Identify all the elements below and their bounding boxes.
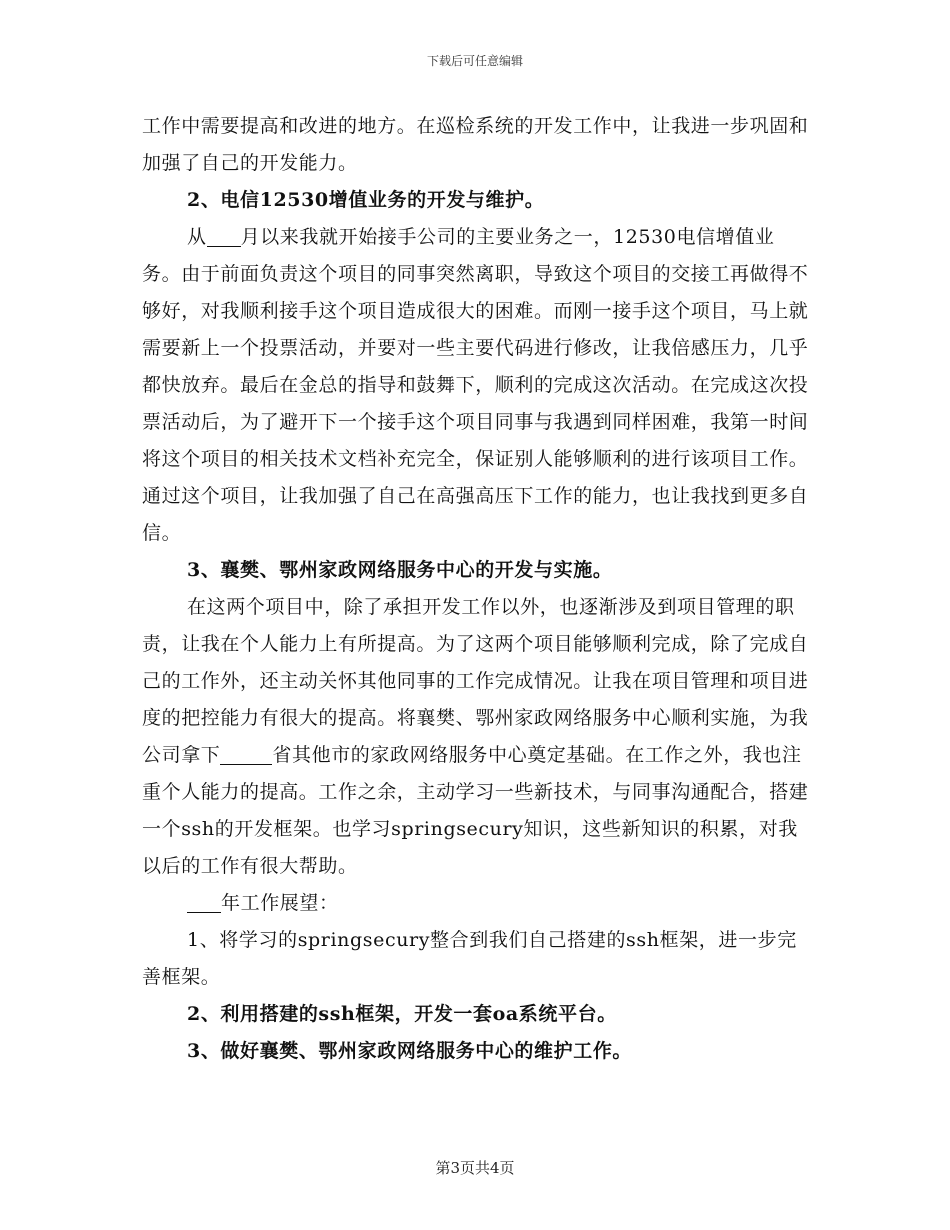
paragraph-continuation: 工作中需要提高和改进的地方。在巡检系统的开发工作中，让我进一步巩固和加强了自己的开发能力。: [142, 115, 809, 174]
outlook-item-3: 3、做好襄樊、鄂州家政网络服务中心的维护工作。: [187, 1040, 633, 1062]
blank-underline: [187, 890, 221, 913]
section-heading-3: 3、襄樊、鄂州家政网络服务中心的开发与实施。: [187, 559, 613, 581]
section-heading-2: 2、电信12530增值业务的开发与维护。: [187, 189, 545, 211]
page-footer: 第3页共4页: [435, 1159, 515, 1177]
paragraph-text-start: 在这两个项目中，除了承担开发工作以外，也逐渐涉及到项目管理的职责，让我在个人能力上有所提高。为了这两个项目能够顺利完成，除了完成自己的工作外，还主动关怀其他同事的工作完成情况。让我在项目管理和项目进度的把控能力有很大的提高。将襄樊、鄂州家政网络服务中心顺利实施，为我公司拿下: [142, 596, 809, 766]
document-body: [142, 108, 812, 1070]
paragraph-text-start: 从: [187, 226, 207, 248]
outlook-heading-text: 年工作展望：: [221, 892, 339, 914]
outlook-item-1: 1、将学习的springsecury整合到我们自己搭建的ssh框架，进一步完善框架。: [142, 929, 797, 988]
paragraph-housekeeping: [142, 589, 812, 885]
outlook-heading: [142, 885, 812, 922]
blank-underline: [207, 224, 241, 247]
page-header: 下载后可任意编辑: [426, 54, 523, 68]
paragraph-text-rest: 省其他市的家政网络服务中心奠定基础。在工作之外，我也注重个人能力的提高。工作之余，主动学习一些新技术，与同事沟通配合，搭建一个ssh的开发框架。也学习springsecury知识，这些新知识的积累，对我以后的工作有很大帮助。: [142, 744, 809, 877]
blank-underline: [220, 742, 272, 765]
paragraph-text-rest: 月以来我就开始接手公司的主要业务之一，12530电信增值业务。由于前面负责这个项目的同事突然离职，导致这个项目的交接工再做得不够好，对我顺利接手这个项目造成很大的困难。而刚一接手这个项目，马上就需要新上一个投票活动，并要对一些主要代码进行修改，让我倍感压力，几乎都快放弃。最后在金总的指导和鼓舞下，顺利的完成这次活动。在完成这次投票活动后，为了避开下一个接手这个项目同事与我遇到同样困难，我第一时间将这个项目的相关技术文档补充完全，保证别人能够顺利的进行该项目工作。通过这个项目，让我加强了自己在高强高压下工作的能力，也让我找到更多自信。: [142, 226, 809, 544]
paragraph-12530: [142, 219, 812, 552]
outlook-item-2: 2、利用搭建的ssh框架，开发一套oa系统平台。: [187, 1003, 617, 1025]
